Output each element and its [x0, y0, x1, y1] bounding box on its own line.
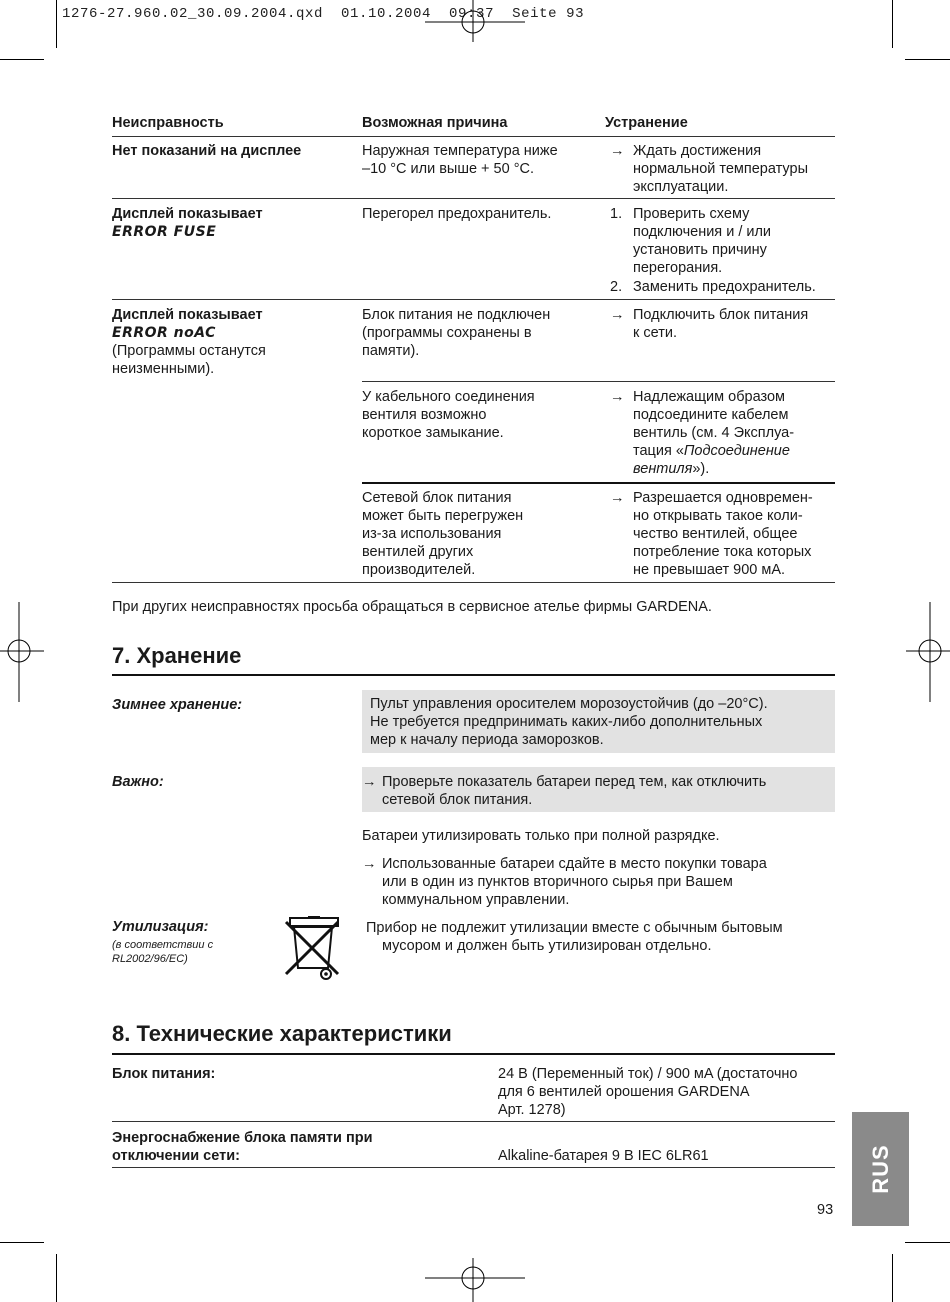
- power-supply-label: Блок питания:: [112, 1066, 216, 1082]
- text-line: но открывать такое коли-: [633, 508, 803, 524]
- text-line: Проверить схему: [633, 206, 750, 222]
- text-line: Энергоснабжение блока памяти при: [112, 1130, 373, 1146]
- text-line: Арт. 1278): [498, 1102, 566, 1118]
- text-line: Прибор не подлежит утилизации вместе с обычным бытовым: [366, 920, 783, 936]
- text-line: Проверьте показатель батареи перед тем, как отключить: [382, 774, 767, 790]
- row1-cause: [362, 142, 597, 178]
- text-line: чество вентилей, общее: [633, 526, 798, 542]
- text-line: –10 °C или выше + 50 °C.: [362, 161, 535, 177]
- table-rule: [362, 381, 835, 382]
- text-line: из-за использования: [362, 526, 502, 542]
- row3-cause-a: [362, 306, 550, 360]
- crop-mark: [56, 0, 57, 48]
- text-line: нормальной температуры: [633, 161, 808, 177]
- arrow-icon: →: [362, 774, 377, 790]
- text-line: вентилей других: [362, 544, 474, 560]
- error-code-display: ERROR FUSE: [112, 224, 217, 240]
- language-tab-label: RUS: [867, 1144, 893, 1194]
- text-line: Заменить предохранитель.: [633, 279, 816, 295]
- text-line: Надлежащим образом: [633, 389, 786, 405]
- text-line: вентиля»).: [633, 461, 710, 477]
- crop-mark: [0, 59, 44, 60]
- text-line: Дисплей показывает: [112, 206, 263, 222]
- winter-storage-box: [362, 690, 835, 753]
- arrow-icon: →: [610, 143, 625, 159]
- text-line: Пульт управления оросителем морозоустойчив (до –20°C).: [370, 696, 768, 712]
- backup-power-label: [112, 1129, 372, 1165]
- arrow-icon: →: [610, 490, 625, 506]
- row3-fault: [112, 306, 266, 378]
- disposal-label: Утилизация:: [112, 919, 209, 935]
- text-line: (программы сохранены в: [362, 325, 532, 341]
- text-line: короткое замыкание.: [362, 425, 504, 441]
- important-label: Важно:: [112, 774, 164, 790]
- text-line: (Программы останутся: [112, 343, 266, 359]
- table-rule: [362, 482, 835, 484]
- row1-fault: Нет показаний на дисплее: [112, 143, 302, 159]
- text-line: подсоедините кабелем: [633, 407, 789, 423]
- text-line: Дисплей показывает: [112, 307, 263, 323]
- table-rule: [112, 1167, 835, 1168]
- table-rule: [112, 136, 835, 137]
- arrow-icon: →: [610, 307, 625, 323]
- header-fault: Неисправность: [112, 115, 224, 131]
- header-cause: Возможная причина: [362, 115, 508, 131]
- crop-mark: [905, 59, 950, 60]
- row3-cause-c: [362, 489, 523, 579]
- table-rule: [112, 299, 835, 300]
- registration-mark-right: [906, 602, 950, 702]
- text-line: мер к началу периода заморозков.: [370, 732, 604, 748]
- text-line: потребление тока которых: [633, 544, 812, 560]
- section-rule: [112, 1053, 835, 1055]
- battery-disposal-text: Батареи утилизировать только при полной разрядке.: [362, 828, 720, 844]
- text-line: эксплуатации.: [633, 179, 729, 195]
- section-title-tech: 8. Технические характеристики: [112, 1021, 452, 1046]
- text-line: Блок питания не подключен: [362, 307, 551, 323]
- step-number: 1.: [610, 206, 623, 222]
- text-line: может быть перегружен: [362, 508, 524, 524]
- step-number: 2.: [610, 279, 623, 295]
- crop-mark: [56, 1254, 57, 1302]
- crop-mark: [905, 1242, 950, 1243]
- text-line: Ждать достижения: [633, 143, 762, 159]
- text-line: сетевой блок питания.: [382, 792, 533, 808]
- table-rule: [112, 1121, 835, 1122]
- section-title-storage: 7. Хранение: [112, 643, 242, 668]
- crossed-out-wheelie-bin-icon: [282, 916, 344, 984]
- text-line: к сети.: [633, 325, 677, 341]
- text-line: тация «Подсоединение: [633, 443, 790, 459]
- text-line: производителей.: [362, 562, 476, 578]
- table-rule: [112, 198, 835, 199]
- text-line: У кабельного соединения: [362, 389, 535, 405]
- text-line: Подключить блок питания: [633, 307, 809, 323]
- crop-mark: [892, 0, 893, 48]
- text-line: подключения и / или: [633, 224, 772, 240]
- text-line: 24 В (Переменный ток) / 900 мA (достаточно: [498, 1066, 798, 1082]
- arrow-icon: →: [362, 856, 377, 872]
- header-remedy: Устранение: [605, 115, 688, 131]
- text-line: или в один из пунктов вторичного сырья при Вашем: [382, 874, 733, 890]
- text-line: вентиля возможно: [362, 407, 487, 423]
- row3-cause-b: [362, 388, 535, 442]
- language-tab: [852, 1112, 909, 1226]
- text-line: перегорания.: [633, 260, 723, 276]
- crop-mark: [0, 1242, 44, 1243]
- text-line: RL2002/96/EC): [112, 953, 188, 965]
- text-line: Не требуется предпринимать каких-либо дополнительных: [370, 714, 763, 730]
- text-line: Сетевой блок питания: [362, 490, 512, 506]
- troubleshooting-footnote: При других неисправностях просьба обращаться в сервисное ателье фирмы GARDENA.: [112, 599, 712, 615]
- table-rule: [112, 582, 835, 583]
- text-line: отключении сети:: [112, 1148, 240, 1164]
- page-number: 93: [817, 1202, 834, 1218]
- arrow-icon: →: [610, 389, 625, 405]
- row2-fault: [112, 205, 263, 241]
- text-line: для 6 вентилей орошения GARDENA: [498, 1084, 750, 1100]
- registration-mark-bottom: [425, 1258, 525, 1302]
- text-line: Использованные батареи сдайте в место покупки товара: [382, 856, 767, 872]
- text-line: коммунальном управлении.: [382, 892, 570, 908]
- text-line: не превышает 900 мA.: [633, 562, 786, 578]
- text-line: (в соответствии с: [112, 939, 214, 951]
- disposal-text: [366, 919, 841, 955]
- disposal-label-block: [112, 918, 213, 966]
- winter-storage-label: Зимнее хранение:: [112, 697, 243, 713]
- text-line: мусором и должен быть утилизирован отдельно.: [382, 938, 712, 954]
- crop-mark: [892, 1254, 893, 1302]
- print-header: 1276-27.960.02_30.09.2004.qxd 01.10.2004 09:37 Seite 93: [62, 6, 585, 22]
- text-line: неизменными).: [112, 361, 215, 377]
- section-rule: [112, 674, 835, 676]
- text-line: памяти).: [362, 343, 420, 359]
- row2-cause: Перегорел предохранитель.: [362, 206, 552, 222]
- power-supply-value: [498, 1065, 843, 1119]
- backup-power-value: Alkaline-батарея 9 В IEC 6LR61: [498, 1148, 709, 1164]
- important-box: [362, 767, 835, 812]
- error-code-display: ERROR noAC: [112, 325, 216, 341]
- text-line: Разрешается одновремен-: [633, 490, 813, 506]
- text-line: Наружная температура ниже: [362, 143, 558, 159]
- text-line: установить причину: [633, 242, 767, 258]
- text-line: вентиль (см. 4 Эксплуа-: [633, 425, 795, 441]
- registration-mark-top: [425, 0, 525, 42]
- registration-mark-left: [0, 602, 44, 702]
